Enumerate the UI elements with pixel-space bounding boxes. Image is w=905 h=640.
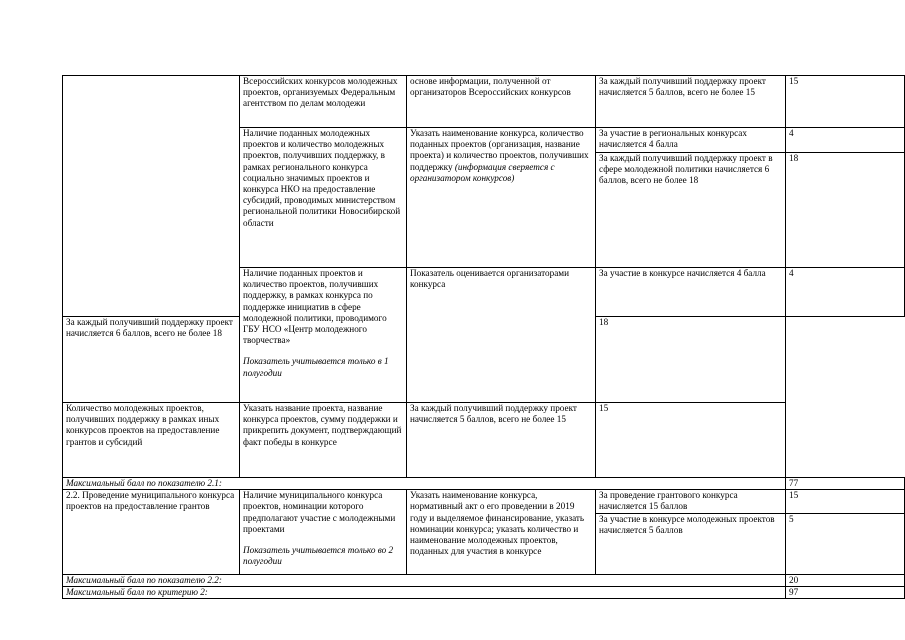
points-cell: 15	[786, 76, 905, 128]
total-value: 97	[786, 586, 905, 598]
indicator-cell-empty	[63, 76, 240, 317]
scoring-cell: За участие в конкурсе начисляется 4 балла	[596, 268, 786, 317]
scoring-cell: За каждый получивший поддержку проект начисляется 5 баллов, всего не более 15	[596, 76, 786, 128]
criterion-cell: Количество молодежных проектов, получивших поддержку в рамках иных конкурсов проектов на предоставление грантов и субсидий	[63, 403, 240, 478]
scoring-cell: За участие в региональных конкурсах начисляется 4 балла	[596, 128, 786, 153]
method-cell: Указать название проекта, название конкурса проектов, сумму поддержки и прикрепить документ, подтверждающий факт победы в конкурсе	[240, 403, 407, 478]
table-row	[63, 76, 905, 128]
points-cell: 4	[786, 128, 905, 153]
points-cell: 4	[786, 268, 905, 317]
total-label: Максимальный балл по показателю 2.2:	[63, 574, 786, 586]
total-label: Максимальный балл по показателю 2.1:	[63, 478, 786, 490]
method-text: Указать наименование конкурса, количество поданных проектов (организация, название проекта) и количество проектов, получивших поддержку	[410, 128, 589, 172]
scoring-cell: За каждый получивший поддержку проект начисляется 5 баллов, всего не более 15	[407, 403, 596, 478]
method-note: (информация сверяется с организатором конкурсов)	[410, 161, 555, 183]
points-cell: 5	[786, 513, 905, 574]
total-label: Максимальный балл по критерию 2:	[63, 586, 786, 598]
method-cell	[407, 128, 596, 268]
scoring-cell: За участие в конкурсе молодежных проектов начисляется 5 баллов	[596, 513, 786, 574]
points-cell: 18	[786, 153, 905, 268]
method-cell: Указать наименование конкурса, нормативный акт о его проведении в 2019 году и выделяемое финансирование, указать номинации конкурса; указать количество и наименование молодежных проектов, поданных для участия в конкурсе	[407, 490, 596, 574]
scoring-cell: За каждый получивший поддержку проект начисляется 6 баллов, всего не более 18	[63, 317, 240, 403]
points-cell: 15	[786, 490, 905, 513]
table-row	[63, 403, 905, 478]
indicator-cell: 2.2. Проведение муниципального конкурса проектов на предоставление грантов	[63, 490, 240, 574]
total-value: 77	[786, 478, 905, 490]
table-row	[63, 490, 905, 513]
total-value: 20	[786, 574, 905, 586]
method-cell: основе информации, полученной от организаторов Всероссийских конкурсов	[407, 76, 596, 128]
criterion-cell: Всероссийских конкурсов молодежных проектов, организуемых Федеральным агентством по делам молодежи	[240, 76, 407, 128]
criterion-note: Показатель учитывается только в 1 полугодии	[243, 356, 389, 378]
criterion-text: Наличие поданных проектов и количество проектов, получивших поддержку, в рамках конкурса по поддержке инициатив в сфере молодежной политики, проводимого ГБУ НСО «Центр молодежного творчества»	[243, 268, 387, 346]
criteria-table	[62, 75, 905, 599]
criterion-cell: Наличие поданных молодежных проектов и количество молодежных проектов, получивших поддержку, в рамках регионального конкурса социально значимых проектов и конкурса НКО на предоставление субсидий, проводимых министерством региональной политики Новосибирской области	[240, 128, 407, 268]
criterion-cell	[240, 490, 407, 574]
table-row-total	[63, 574, 905, 586]
points-cell: 18	[596, 317, 786, 403]
criterion-cell	[240, 268, 407, 403]
scoring-cell: За каждый получивший поддержку проект в сфере молодежной политики начисляется 6 баллов, всего не более 18	[596, 153, 786, 268]
criterion-note: Показатель учитывается только во 2 полугодии	[243, 545, 394, 567]
criterion-text: Наличие муниципального конкурса проектов, номинации которого предполагают участие с молодежными проектами	[243, 490, 396, 534]
table-row-total	[63, 586, 905, 598]
table-row-total	[63, 478, 905, 490]
method-cell: Показатель оценивается организаторами конкурса	[407, 268, 596, 403]
scoring-cell: За проведение грантового конкурса начисляется 15 баллов	[596, 490, 786, 513]
points-cell: 15	[596, 403, 786, 478]
